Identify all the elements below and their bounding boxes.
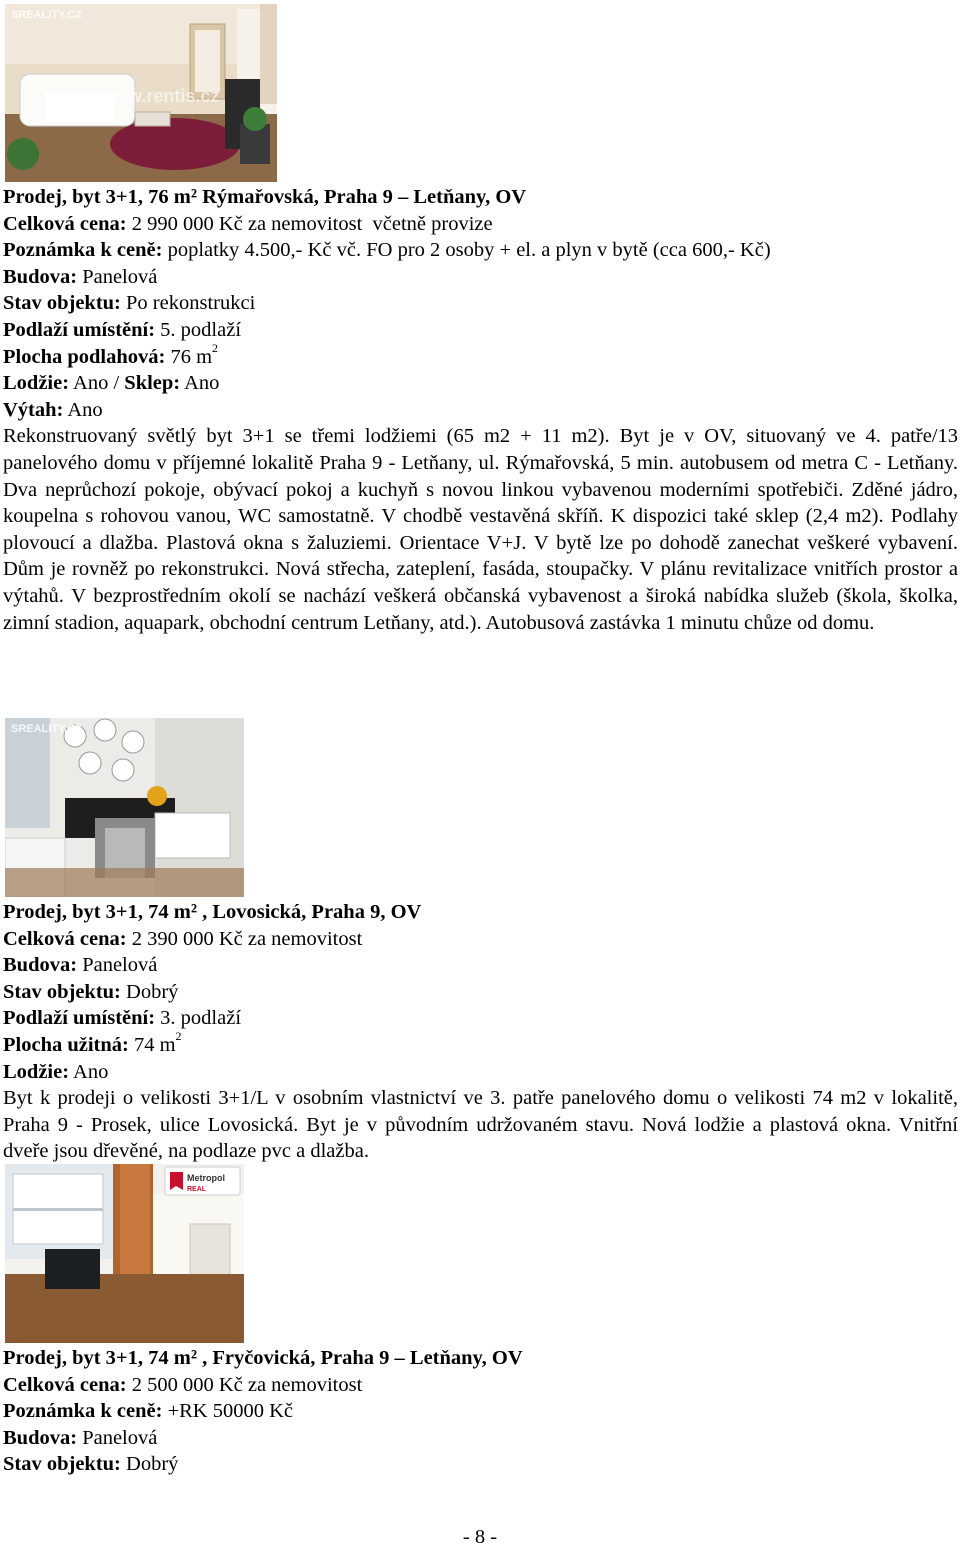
building-label: Budova: <box>3 954 78 977</box>
photo-watermark-top: SREALITY.CZ <box>11 9 82 21</box>
elevator-value: Ano <box>63 398 103 421</box>
price-note-value: +RK 50000 Kč <box>162 1400 294 1423</box>
area-label: Plocha podlahová: <box>3 345 166 368</box>
listing-photo-1 <box>5 4 277 182</box>
price-label: Celková cena: <box>3 212 127 235</box>
loggia-cellar-row <box>3 370 958 397</box>
listing-title: Prodej, byt 3+1, 74 m² , Fryčovická, Praha 9 – Letňany, OV <box>3 1347 523 1369</box>
building-row <box>3 952 958 979</box>
price-note-row <box>3 237 958 264</box>
listing-2 <box>3 899 958 1165</box>
area-value: 74 m <box>128 1033 176 1056</box>
floor-row <box>3 317 958 344</box>
loggia-label: Lodžie: <box>3 1060 70 1083</box>
area-label: Plocha užitná: <box>3 1033 129 1056</box>
building-value: Panelová <box>77 954 158 977</box>
floor-value: 3. podlaží <box>155 1007 242 1030</box>
condition-label: Stav objektu: <box>3 292 121 315</box>
page-number: - 8 - <box>462 1526 498 1548</box>
price-row <box>3 1372 958 1399</box>
area-unit-exponent: 2 <box>175 1029 182 1044</box>
condition-label: Stav objektu: <box>3 1453 121 1476</box>
area-row <box>3 340 958 371</box>
floor-row <box>3 1005 958 1032</box>
loggia-value: Ano / <box>69 372 125 395</box>
listing-photo-3 <box>5 1164 244 1343</box>
listing-title: Prodej, byt 3+1, 76 m² Rýmařovská, Praha 9 – Letňany, OV <box>3 186 527 208</box>
loggia-value: Ano <box>69 1060 109 1083</box>
listing-title: Prodej, byt 3+1, 74 m² , Lovosická, Praha 9, OV <box>3 901 422 923</box>
loggia-label: Lodžie: <box>3 372 70 395</box>
price-value: 2 990 000 Kč za nemovitost včetně provize <box>126 212 493 235</box>
price-note-value: poplatky 4.500,- Kč vč. FO pro 2 osoby + el. a plyn v bytě (cca 600,- Kč) <box>162 239 771 262</box>
building-row <box>3 1425 958 1452</box>
floor-value: 5. podlaží <box>155 318 242 341</box>
price-value: 2 500 000 Kč za nemovitost <box>126 1373 363 1396</box>
price-note-label: Poznámka k ceně: <box>3 1400 163 1423</box>
cellar-label: Sklep: <box>124 372 181 395</box>
area-unit-exponent: 2 <box>212 340 219 355</box>
price-value: 2 390 000 Kč za nemovitost <box>126 927 363 950</box>
price-note-row <box>3 1398 958 1425</box>
area-row <box>3 1029 958 1059</box>
building-label: Budova: <box>3 1426 78 1449</box>
condition-row <box>3 979 958 1006</box>
photo-watermark-top: SREALITY.CZ <box>11 723 82 735</box>
building-row <box>3 264 958 291</box>
building-value: Panelová <box>77 1426 158 1449</box>
listing-photo-2 <box>5 718 244 897</box>
condition-value: Po rekonstrukci <box>120 292 256 315</box>
listing-1 <box>3 184 958 636</box>
loggia-row <box>3 1059 958 1086</box>
elevator-row <box>3 397 958 424</box>
photo-watermark-center: www.rentis.cz <box>100 86 220 106</box>
listing-3 <box>3 1345 958 1478</box>
floor-label: Podlaží umístění: <box>3 318 156 341</box>
condition-row <box>3 290 958 317</box>
condition-value: Dobrý <box>120 980 179 1003</box>
metropol-logo-subtext: REAL <box>187 1186 207 1193</box>
condition-value: Dobrý <box>120 1453 179 1476</box>
price-label: Celková cena: <box>3 1373 127 1396</box>
metropol-logo-text: Metropol <box>187 1173 225 1183</box>
building-label: Budova: <box>3 265 78 288</box>
listing-description: Rekonstruovaný světlý byt 3+1 se třemi lodžiemi (65 m2 + 11 m2). Byt je v OV, situovaný ve 4. patře/13 panelového domu v příjemné lokalitě Praha 9 - Letňany, ul. Rýmařovská, 5 min. autobusem od metra C - Letňany. Dva neprůchozí pokoje, obývací pokoj a kuchyň s novou linkou vybavenou moderními spotřebiči. Zděné jádro, koupelna s rohovou vanou, WC samostatně. V chodbě vestavěná skříň. K dispozici také sklep (2,4 m2). Podlahy plovoucí a dlažba. Plastová okna s žaluziemi. Orientace V+J. V bytě lze po dohodě zanechat veškeré vybavení. Dům je rovněž po rekonstrukci. Nová střecha, zateplení, fasáda, stoupačky. V plánu revitalizace vnitřích prostor a výtahů. V bezprostředním okolí se nachází veškerá občanská vybavenost a široká nabídka služeb (škola, školka, zimní stadion, aquapark, obchodní centrum Letňany, atd.). Autobusová zastávka 1 minutu chůze od domu. <box>3 425 958 634</box>
area-value: 76 m <box>165 345 213 368</box>
building-value: Panelová <box>77 265 158 288</box>
listing-description: Byt k prodeji o velikosti 3+1/L v osobním vlastnictví ve 3. patře panelového domu o velikosti 74 m2 v lokalitě, Praha 9 - Prosek, ulice Lovosická. Byt je v původním udržovaném stavu. Nová lodžie a plastová okna. Vnitřní dveře jsou dřevěné, na podlaze pvc a dlažba. <box>3 1087 958 1163</box>
elevator-label: Výtah: <box>3 398 64 421</box>
condition-label: Stav objektu: <box>3 980 121 1003</box>
price-row <box>3 926 958 953</box>
floor-label: Podlaží umístění: <box>3 1007 156 1030</box>
cellar-value: Ano <box>180 372 220 395</box>
price-row <box>3 211 958 238</box>
price-note-label: Poznámka k ceně: <box>3 239 163 262</box>
condition-row <box>3 1451 958 1478</box>
price-label: Celková cena: <box>3 927 127 950</box>
